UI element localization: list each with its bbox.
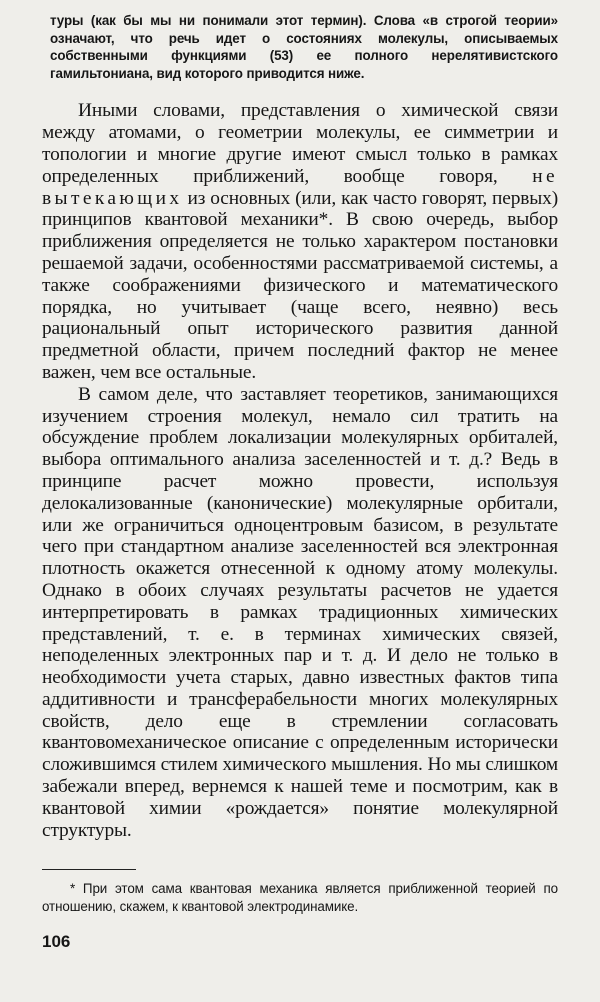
top-note-continuation: туры (как бы мы ни понимали этот термин). Слова «в строгой теории» означают, что речь идет о состояниях молекулы, описываемых собственными функциями (53) ее полного нерелятивистского гамильтониана, вид которого приводится ниже.	[50, 13, 558, 81]
paragraph-1	[42, 100, 558, 383]
paragraph-1-part-1: Иными словами, представления о химической связи между атомами, о геометрии молекулы, ее симметрии и топологии и многие другие имеют смысл только в рамках определенных приближений, вообще говоря,	[42, 100, 558, 187]
paragraph-2: В самом деле, что заставляет теоретиков, занимающихся изучением строения молекул, немало сил тратить на обсуждение проблем локализации молекулярных орбиталей, выбора оптимального анализа заселенностей и т. д.? Ведь в принципе расчет можно провести, используя делокализованные (канонические) молекулярные орбитали, или же ограничиться одноцентровым базисом, в результате чего при стандартном анализе заселенностей вся электронная плотность окажется отнесенной к одному атому молекулы. Однако в обоих случаях результаты расчетов не удается интерпретировать в рамках традиционных химических представлений, т. е. в терминах химических связей, неподеленных электронных пар и т. д. И дело не только в необходимости учета старых, давно известных фактов типа аддитивности и трансферабельности многих молекулярных свойств, дело еще в стремлении согласовать квантовомеханическое описание с определенным исторически сложившимся стилем химического мышления. Но мы слишком забежали вперед, вернемся к нашей теме и посмотрим, как в квантовой химии «рождается» понятие молекулярной структуры.	[42, 383, 558, 841]
page-content	[42, 12, 558, 916]
paragraph-1-part-2: из основных (или, как часто говорят, первых) принципов квантовой механики*. В свою очередь, выбор приближения определяется не только характером постановки решаемой задачи, особенностями рассматриваемой системы, а также соображениями физического и математического порядка, но учитывает (чаще всего, неявно) весь рациональный опыт исторического развития данной предметной области, причем последний фактор не менее важен, чем все остальные.	[42, 187, 559, 383]
page-number: 106	[42, 932, 71, 951]
footnote-rule	[42, 869, 136, 870]
footnote: * При этом сама квантовая механика является приближенной теорией по отношению, скажем, к квантовой электродинамике.	[42, 881, 558, 915]
main-text	[42, 100, 558, 841]
spaced-emphasis: не вытекающих	[42, 165, 558, 209]
